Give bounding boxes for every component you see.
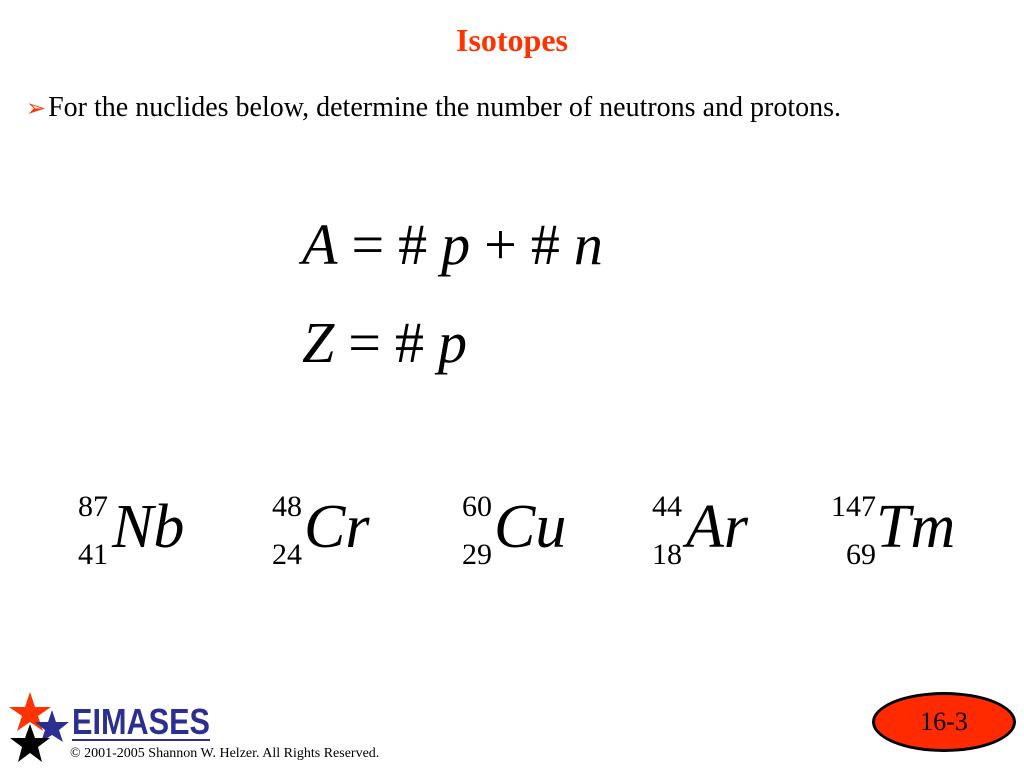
element-symbol: Tm [876,493,956,561]
mass-number: 60 [462,490,492,523]
atomic-number: 29 [462,538,492,571]
eq1-hash-1: # [398,212,428,277]
nuclide-nb [66,488,206,578]
atomic-number: 24 [272,538,302,571]
logo-text: EIMASES [72,701,210,742]
mass-number: 44 [652,490,682,523]
eq2-equals: = [348,310,381,375]
nuclide-cu [448,488,588,578]
atomic-number: 18 [652,538,682,571]
eq1-hash-2: # [530,212,560,277]
bullet-point [26,86,956,131]
element-symbol: Ar [686,493,748,561]
atomic-number: 69 [846,538,876,571]
eq1-n: n [573,212,603,277]
nuclide-cr [258,488,398,578]
eq2-p: p [437,310,467,375]
slide-number-badge: 16-3 [872,692,1016,752]
arrow-bullet-icon: ➢ [26,96,47,122]
eq2-lhs: Z [302,310,335,375]
element-symbol: Cr [304,493,370,561]
eq1-p: p [441,212,471,277]
mass-number: 48 [272,490,302,523]
mass-number: 87 [78,490,108,523]
element-symbol: Nb [112,493,185,561]
slide-title: Isotopes [455,22,568,58]
bullet-text: For the nuclides below, determine the number of neutrons and protons. [48,92,841,123]
eq1-plus: + [484,212,517,277]
element-symbol: Cu [494,493,567,561]
eq1-equals: = [351,212,385,277]
equation-atomic-number [302,310,467,375]
nuclide-tm [816,488,986,578]
nuclide-ar [638,488,778,578]
copyright-notice: © 2001-2005 Shannon W. Helzer. All Rights Reserved. [70,746,380,761]
mass-number: 147 [831,490,876,523]
eq2-hash: # [394,310,424,375]
equation-mass-number [302,212,603,277]
atomic-number: 41 [78,538,108,571]
eq1-lhs: A [302,212,338,277]
